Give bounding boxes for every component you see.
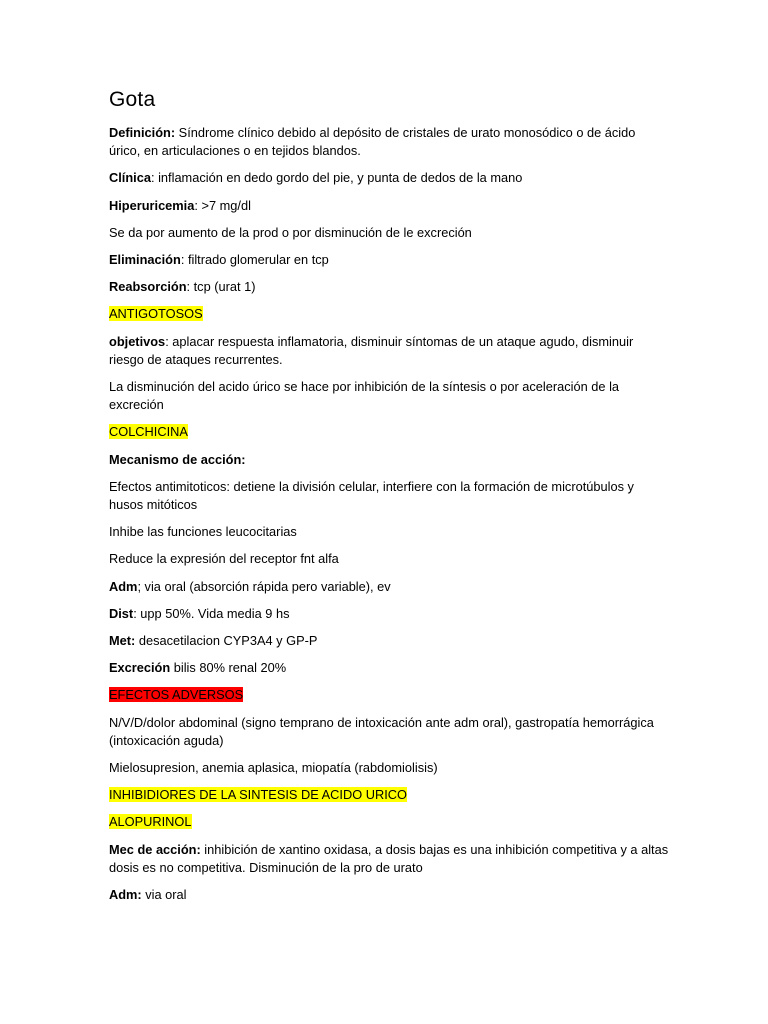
paragraph-met (109, 632, 669, 650)
text-receptor: Reduce la expresión del receptor fnt alfa (109, 551, 339, 567)
paragraph-adm-colchicina (109, 578, 669, 596)
paragraph-excrecion (109, 659, 669, 677)
label-adm-alopurinol: Adm: (109, 887, 142, 903)
paragraph-objetivos (109, 333, 669, 369)
page-title: Gota (109, 88, 156, 111)
paragraph-mielosupresion (109, 759, 669, 777)
paragraph-leucocitarias (109, 523, 669, 541)
text-causa: Se da por aumento de la prod o por disminución de le excreción (109, 224, 472, 240)
paragraph-clinica (109, 169, 669, 187)
section-alopurinol (109, 813, 669, 831)
paragraph-eliminacion (109, 251, 669, 269)
highlight-antigotosos: ANTIGOTOSOS (109, 306, 203, 322)
label-dist: Dist (109, 605, 134, 621)
text-definicion: Síndrome clínico debido al depósito de cristales de urato monosódico o de ácido úrico, en articulaciones o en tejidos blandos. (109, 125, 636, 159)
label-eliminacion: Eliminación (109, 252, 181, 268)
paragraph-mec-accion (109, 841, 669, 877)
text-clinica: : inflamación en dedo gordo del pie, y punta de dedos de la mano (150, 170, 523, 186)
text-nvd: N/V/D/dolor abdominal (signo temprano de intoxicación ante adm oral), gastropatía hemorrágica (intoxicación aguda) (109, 714, 654, 748)
label-hiperuricemia: Hiperuricemia (109, 197, 195, 213)
paragraph-causa (109, 224, 669, 242)
label-excrecion: Excreción (109, 660, 171, 676)
paragraph-disminucion (109, 378, 669, 414)
highlight-efectos-adversos: EFECTOS ADVERSOS (109, 687, 244, 703)
section-antigotosos (109, 305, 669, 323)
paragraph-adm-alopurinol (109, 886, 669, 904)
section-inhibidores (109, 786, 669, 804)
label-adm-colchicina: Adm (109, 578, 138, 594)
paragraph-antimitoticos (109, 478, 669, 514)
label-definicion: Definición: (109, 125, 176, 140)
paragraph-dist (109, 605, 669, 623)
text-adm-alopurinol: via oral (141, 887, 187, 903)
paragraph-nvd (109, 714, 669, 750)
highlight-inhibidores: INHIBIDIORES DE LA SINTESIS DE ACIDO URICO (109, 787, 407, 803)
text-objetivos: : aplacar respuesta inflamatoria, disminuir síntomas de un ataque agudo, disminuir riesgo de ataques recurrentes. (109, 333, 634, 367)
text-reabsorcion: : tcp (urat 1) (186, 279, 256, 295)
text-leucocitarias: Inhibe las funciones leucocitarias (109, 524, 297, 540)
label-mecanismo: Mecanismo de acción: (109, 451, 246, 467)
label-clinica: Clínica (109, 170, 151, 186)
label-met: Met: (109, 633, 136, 649)
text-mielosupresion: Mielosupresion, anemia aplasica, miopatía (rabdomiolisis) (109, 760, 438, 776)
highlight-colchicina: COLCHICINA (109, 424, 188, 440)
highlight-alopurinol: ALOPURINOL (109, 814, 192, 830)
document-body (109, 86, 669, 913)
section-colchicina (109, 423, 669, 441)
text-adm-colchicina: ; via oral (absorción rápida pero variable), ev (137, 578, 391, 594)
paragraph-mecanismo (109, 451, 669, 469)
label-mec-accion: Mec de acción: (109, 841, 201, 857)
text-hiperuricemia: : >7 mg/dl (194, 197, 251, 213)
text-eliminacion: : filtrado glomerular en tcp (180, 252, 329, 268)
paragraph-hiperuricemia (109, 197, 669, 215)
text-met: desacetilacion CYP3A4 y GP-P (135, 633, 318, 649)
label-reabsorcion: Reabsorción (109, 279, 187, 295)
text-disminucion: La disminución del acido úrico se hace por inhibición de la síntesis o por aceleración de la excreción (109, 379, 620, 413)
text-antimitoticos: Efectos antimitoticos: detiene la división celular, interfiere con la formación de microtúbulos y husos mitóticos (109, 478, 634, 513)
paragraph-definicion (109, 124, 669, 160)
paragraph-reabsorcion (109, 278, 669, 296)
label-objetivos: objetivos (109, 333, 166, 349)
paragraph-receptor (109, 550, 669, 568)
text-mec-accion: inhibición de xantino oxidasa, a dosis bajas es una inhibición competitiva y a altas dosis es no competitiva. Disminución de la pro de urato (109, 841, 669, 875)
section-efectos-adversos (109, 686, 669, 704)
text-excrecion: bilis 80% renal 20% (170, 660, 287, 676)
text-dist: : upp 50%. Vida media 9 hs (133, 605, 290, 621)
